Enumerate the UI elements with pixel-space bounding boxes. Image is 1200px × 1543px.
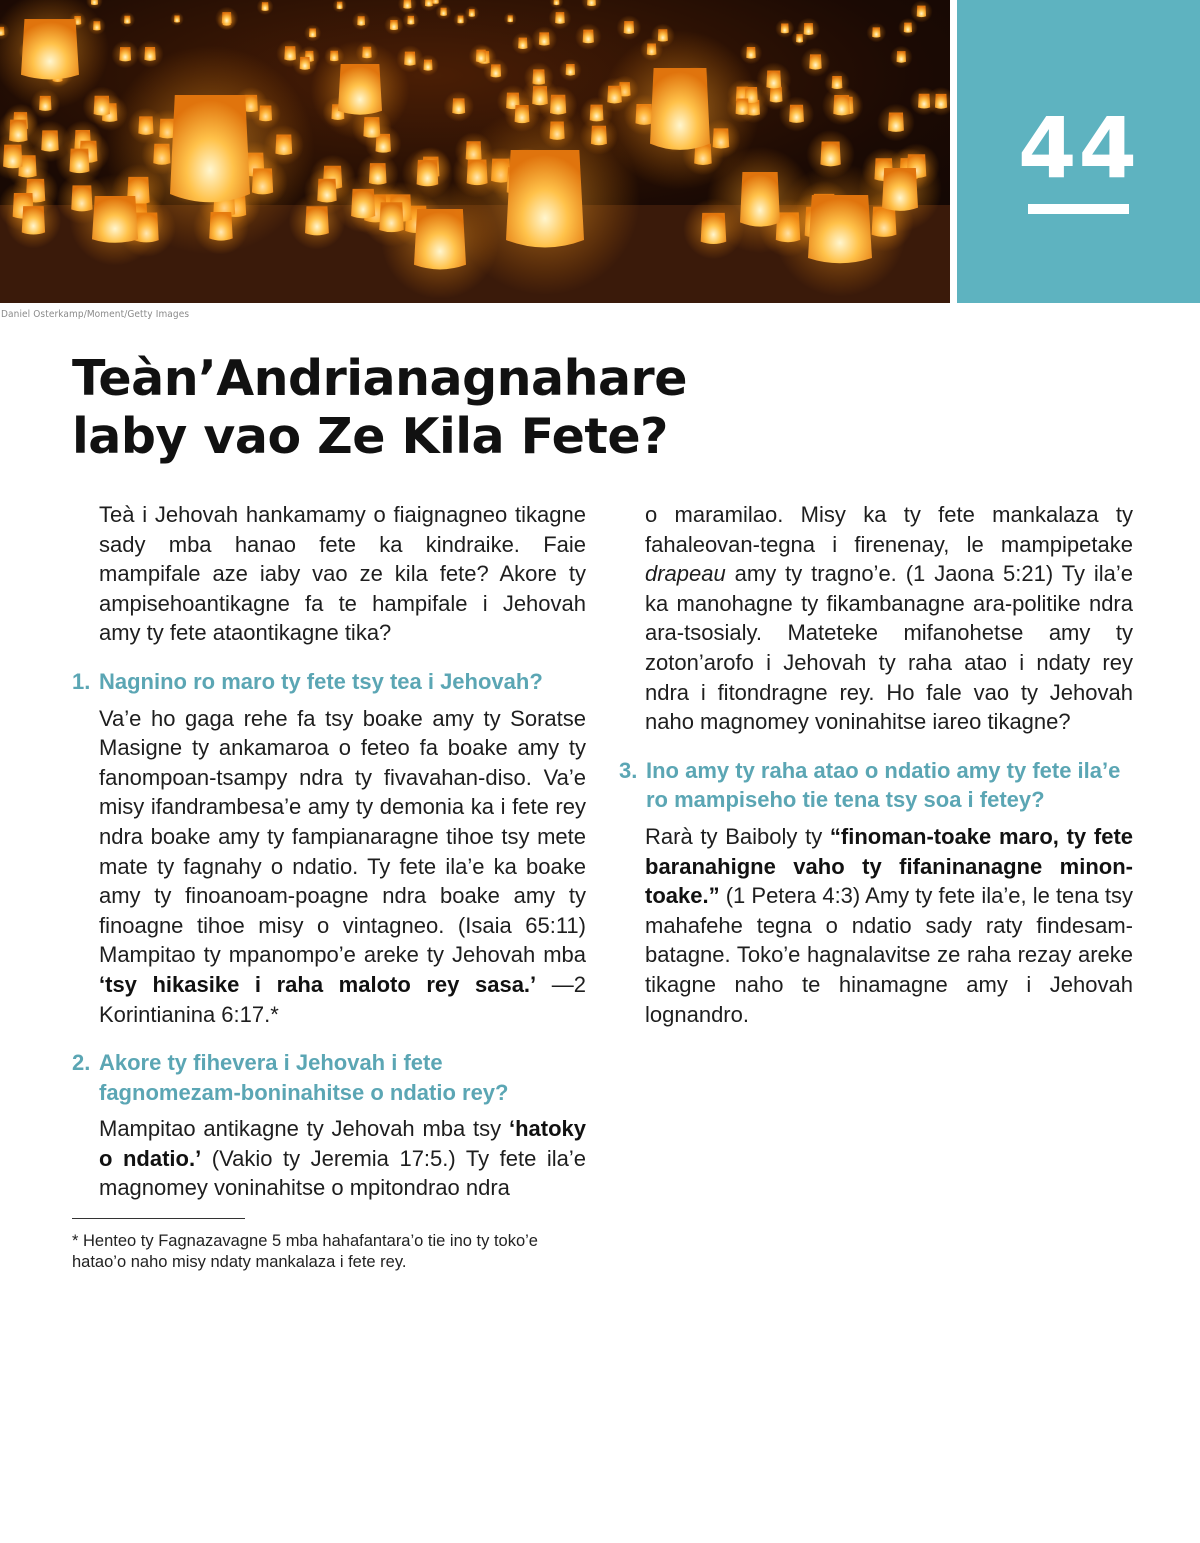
sky-lantern <box>420 0 438 11</box>
answer-2-paragraph-continued <box>619 500 1133 737</box>
sky-lantern <box>801 47 831 77</box>
sky-lantern <box>581 0 602 11</box>
page-title-line-2: laby vao Ze Kila Fete? <box>72 408 668 465</box>
sky-lantern <box>797 18 820 41</box>
intro-paragraph: Teà i Jehovah hankamamy o fiaignagneo tikagne sady mba hanao fete ka kindraike. Faie mampifale aze iaby vao ze kila fete? Akore ty ampisehoantikagne fa te hampifale i Jehovah amy ty fete ataontikagne tika? <box>99 502 586 646</box>
sky-lantern <box>403 12 420 29</box>
sky-lantern <box>575 23 602 50</box>
sky-lantern <box>398 0 417 13</box>
right-column <box>619 500 1133 1029</box>
page-title <box>72 350 692 466</box>
sky-lantern <box>774 164 907 297</box>
answer-3-paragraph <box>619 822 1133 1029</box>
sky-lantern <box>333 0 347 13</box>
question-3-number: 3. <box>619 757 638 783</box>
left-column <box>72 500 586 1203</box>
answer-2-italic-word: drapeau <box>645 561 726 587</box>
answer-2-quote: ‘hatoky o ndatio.’ <box>99 1116 586 1171</box>
answer-3-quote: “finoman-toake maro, ty fete baranahigne vaho ty fifaninanagne minon-toake.” <box>645 823 1134 909</box>
question-1 <box>72 667 586 697</box>
page-title-line-1: Teàn’Andrianagnahare <box>72 350 687 407</box>
sky-lantern <box>443 91 474 122</box>
sky-lantern <box>877 104 915 142</box>
sky-lantern <box>866 23 886 43</box>
question-2-text: Akore ty fihevera i Jehovah i fete fagnomezam-boninahitse o ndatio rey? <box>99 1050 509 1105</box>
sky-lantern <box>215 7 238 30</box>
question-2-number: 2. <box>72 1050 91 1076</box>
sky-lantern <box>740 42 763 65</box>
answer-1-quote: ‘tsy hikasike i raha maloto rey sasa.’ <box>99 971 537 997</box>
lesson-number: 44 <box>1018 99 1139 197</box>
sky-lantern <box>504 12 517 25</box>
answer-2-text-a: Mampitao antikagne ty Jehovah mba tsy <box>99 1116 509 1142</box>
sky-lantern <box>531 26 557 52</box>
sky-lantern <box>822 86 862 126</box>
lesson-number-underline <box>1028 204 1129 214</box>
photo-credit: Daniel Osterkamp/Moment/Getty Images <box>1 309 190 320</box>
answer-2-text-c-part2: o maramilao. Misy ka ty fete mankalaza ty fahaleovan-tegna i firenenay, le mampipetake <box>645 502 1133 557</box>
sky-lantern <box>311 41 410 140</box>
header-photo-lanterns <box>0 0 950 303</box>
question-3 <box>619 756 1133 815</box>
sky-lantern <box>384 15 404 35</box>
sky-lantern <box>910 0 932 22</box>
sky-lantern <box>898 18 918 38</box>
answer-1-text-a: Va’e ho gaga rehe fa tsy boake amy ty Soratse Masigne ty ankamaroa o feteo fa boake amy ty fanompoan-tsampy ndra ty fivavahan-diso. Va’e misy ifandrambesa’e amy ty demonia ka i fete rey ndra boake amy ty fampianaragne tihoe tsy mete mate ty fagnahy o ndatio. Ty fete ila’e ka boake amy ty finoanoam-poagne ndra boake amy ty finoagne tihoe misy o vintagneo. (Isaia 65:11) Mampitao ty mpanompo’e areke ty Jehovah mba <box>99 705 586 968</box>
footnote-divider <box>72 1218 245 1219</box>
sky-lantern <box>512 32 534 54</box>
answer-2-paragraph-start <box>72 1114 586 1203</box>
sky-lantern <box>779 96 814 131</box>
sky-lantern <box>559 59 582 82</box>
sky-lantern <box>775 19 794 38</box>
sky-lantern <box>257 0 274 15</box>
sky-lantern <box>352 12 370 30</box>
sky-lantern <box>890 46 913 69</box>
answer-3-text-a: Rarà ty Baiboly ty <box>645 823 830 849</box>
lantern-illustration <box>0 0 950 303</box>
answer-2-text-d: amy ty tragno’e. (1 Jaona 5:21) Ty ila’e ka manohagne ty fikambanagne ara-politike ndra ara-tsosialy. Mateteke mifanohetse amy ty zoton’arofo i Jehovah ty raha atao i ndaty rey ndra i fitondragne rey. Ho fale vao ty Jehovah naho magnomey voninahitse iareo tikagne? <box>645 561 1133 735</box>
question-1-number: 1. <box>72 668 91 694</box>
footnote: * Henteo ty Fagnazavagne 5 mba hahafantara’o tie ino ty toko’e hatao’o naho misy ndaty mankalaza i fete rey. <box>72 1232 538 1271</box>
sky-lantern <box>549 7 572 30</box>
sky-lantern <box>453 12 468 27</box>
sky-lantern <box>111 41 139 69</box>
question-1-text: Nagnino ro maro ty fete tsy tea i Jehovah? <box>99 668 543 694</box>
sky-lantern <box>483 58 508 83</box>
sky-lantern <box>756 62 791 97</box>
answer-1-paragraph <box>72 704 586 1030</box>
sky-lantern <box>6 193 61 248</box>
sky-lantern <box>170 12 184 26</box>
sky-lantern <box>304 24 321 41</box>
lesson-number-box <box>957 0 1200 303</box>
answer-2-text-c-part1: (Vakio ty Jeremia 17:5.) Ty fete ila’e magnomey voninahitse o mpitondrao ndra <box>99 1145 586 1201</box>
sky-lantern <box>276 40 304 68</box>
sky-lantern <box>120 12 135 27</box>
sky-lantern <box>450 105 640 295</box>
sky-lantern <box>106 46 315 255</box>
answer-1-reference: —2 Korintianina 6:17.* <box>99 971 586 1027</box>
answer-3-text-c: (1 Petera 4:3) Amy ty fete ila’e, le tena tsy mahafehe tegna o ndatio sady raty findesam-batagne. Toko’e hagnalavitse ze raha rezay areke tikagne naho te hinamagne amy i Jehovah lognandro. <box>645 883 1133 1027</box>
question-3-text: Ino amy ty raha atao o ndatio amy ty fete ila’e ro mampiseho tie tena tsy soa i fetey? <box>646 757 1121 813</box>
sky-lantern <box>617 15 642 40</box>
sky-lantern <box>436 4 452 20</box>
question-2 <box>72 1048 586 1107</box>
